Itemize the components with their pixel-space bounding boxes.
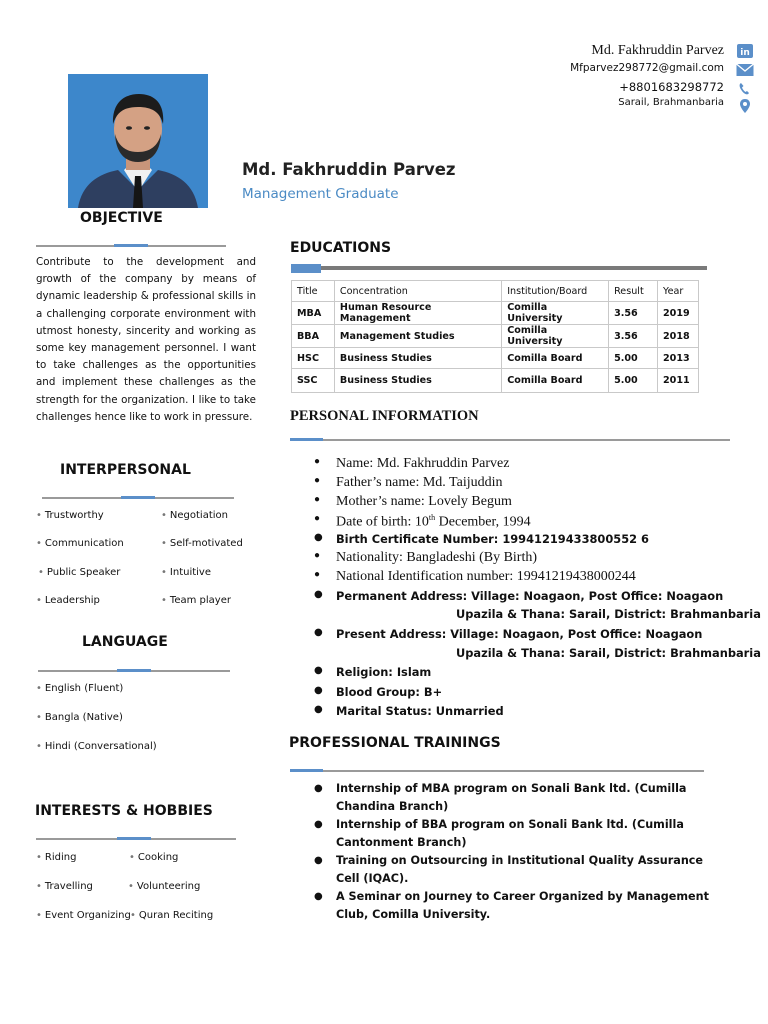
profile-photo xyxy=(68,74,208,208)
svg-text:in: in xyxy=(740,48,750,58)
table-cell: Business Studies xyxy=(334,348,501,369)
contact-phone[interactable]: +8801683298772 xyxy=(619,80,724,94)
hobby-item: • Volunteering xyxy=(128,881,201,892)
interests-heading: INTERESTS & HOBBIES xyxy=(35,803,213,819)
table-cell: Comilla University xyxy=(502,325,609,348)
table-cell: Business Studies xyxy=(334,369,501,393)
skill-item: • Self-motivated xyxy=(161,538,243,549)
hobby-item: • Travelling xyxy=(36,881,93,892)
trainings-rule xyxy=(290,770,704,772)
training-item: ● Training on Outsourcing in Institutional Quality Assurance Cell (IQAC). xyxy=(314,854,704,885)
language-item: • English (Fluent) xyxy=(36,683,124,694)
table-row xyxy=(292,302,699,325)
trainings-rule-accent xyxy=(290,769,323,772)
table-cell: Comilla Board xyxy=(502,348,609,369)
table-row xyxy=(292,325,699,348)
table-header-cell: Institution/Board xyxy=(502,281,609,302)
contact-address: Sarail, Brahmanbaria xyxy=(618,97,724,108)
personal-rule-accent xyxy=(290,438,323,441)
contact-email[interactable]: Mfparvez298772@gmail.com xyxy=(570,62,724,74)
language-item: • Bangla (Native) xyxy=(36,712,123,723)
hobby-item: • Event Organizing xyxy=(36,910,131,921)
objective-rule-accent xyxy=(114,244,148,247)
language-heading: LANGUAGE xyxy=(82,634,168,650)
interests-rule-accent xyxy=(117,837,151,840)
table-cell: 5.00 xyxy=(609,369,658,393)
skill-item: • Trustworthy xyxy=(36,510,104,521)
hero-title: Management Graduate xyxy=(242,186,399,202)
personal-present-address-line2: Upazila & Thana: Sarail, District: Brahmanbaria xyxy=(456,646,761,660)
skill-item: • Leadership xyxy=(36,595,100,606)
location-pin-icon xyxy=(736,98,754,114)
hobby-item: • Cooking xyxy=(129,852,179,863)
table-cell: Human Resource Management xyxy=(334,302,501,325)
envelope-icon[interactable] xyxy=(736,63,754,77)
objective-heading: OBJECTIVE xyxy=(80,210,163,226)
table-cell: Comilla Board xyxy=(502,369,609,393)
table-header-row xyxy=(292,281,699,302)
trainings-heading: PROFESSIONAL TRAININGS xyxy=(289,735,501,751)
education-table xyxy=(291,280,699,393)
table-cell: 5.00 xyxy=(609,348,658,369)
table-cell: 3.56 xyxy=(609,325,658,348)
table-cell: SSC xyxy=(292,369,335,393)
personal-rule xyxy=(290,439,730,441)
table-cell: 3.56 xyxy=(609,302,658,325)
language-item: • Hindi (Conversational) xyxy=(36,741,157,752)
table-cell: BBA xyxy=(292,325,335,348)
objective-text: Contribute to the development and growth of the company by means of dynamic leadership & professional skills in a challenging corporate environment with utmost honesty, sincerity and working as some key management personnel. I want to take challenges as the opportunities and implement these challenges as the strength for the organization. I like to take challenges hence like to work in pressure. xyxy=(36,256,256,423)
language-rule-accent xyxy=(117,669,151,672)
table-header-cell: Concentration xyxy=(334,281,501,302)
table-row xyxy=(292,348,699,369)
personal-heading: PERSONAL INFORMATION xyxy=(290,408,479,424)
table-header-cell: Result xyxy=(609,281,658,302)
contact-name: Md. Fakhruddin Parvez xyxy=(591,43,724,58)
skill-item: • Negotiation xyxy=(161,510,228,521)
hobby-item: • Riding xyxy=(36,852,77,863)
skill-item: • Communication xyxy=(36,538,124,549)
skill-item: • Public Speaker xyxy=(38,567,121,578)
education-rule-accent xyxy=(291,264,321,273)
table-cell: Management Studies xyxy=(334,325,501,348)
interpersonal-rule-accent xyxy=(121,496,155,499)
training-item: ● A Seminar on Journey to Career Organized by Management Club, Comilla University. xyxy=(314,890,709,921)
hero-name: Md. Fakhruddin Parvez xyxy=(242,160,456,179)
skill-item: • Team player xyxy=(161,595,231,606)
linkedin-icon[interactable] xyxy=(736,44,754,58)
table-cell: 2013 xyxy=(657,348,698,369)
interpersonal-heading: INTERPERSONAL xyxy=(60,462,191,478)
education-heading: EDUCATIONS xyxy=(290,240,392,256)
table-cell: Comilla University xyxy=(502,302,609,325)
phone-icon[interactable] xyxy=(736,82,754,96)
hobby-item: • Quran Reciting xyxy=(130,910,214,921)
personal-permanent-address-line2: Upazila & Thana: Sarail, District: Brahmanbaria xyxy=(456,607,761,621)
table-cell: MBA xyxy=(292,302,335,325)
training-item: ● Internship of MBA program on Sonali Bank ltd. (Cumilla Chandina Branch) xyxy=(314,782,687,813)
table-row xyxy=(292,369,699,393)
table-cell: HSC xyxy=(292,348,335,369)
table-cell: 2018 xyxy=(657,325,698,348)
skill-item: • Intuitive xyxy=(161,567,211,578)
table-cell: 2019 xyxy=(657,302,698,325)
table-header-cell: Year xyxy=(657,281,698,302)
education-rule xyxy=(291,266,707,270)
training-item: ● Internship of BBA program on Sonali Bank ltd. (Cumilla Cantonment Branch) xyxy=(314,818,684,849)
table-header-cell: Title xyxy=(292,281,335,302)
table-cell: 2011 xyxy=(657,369,698,393)
